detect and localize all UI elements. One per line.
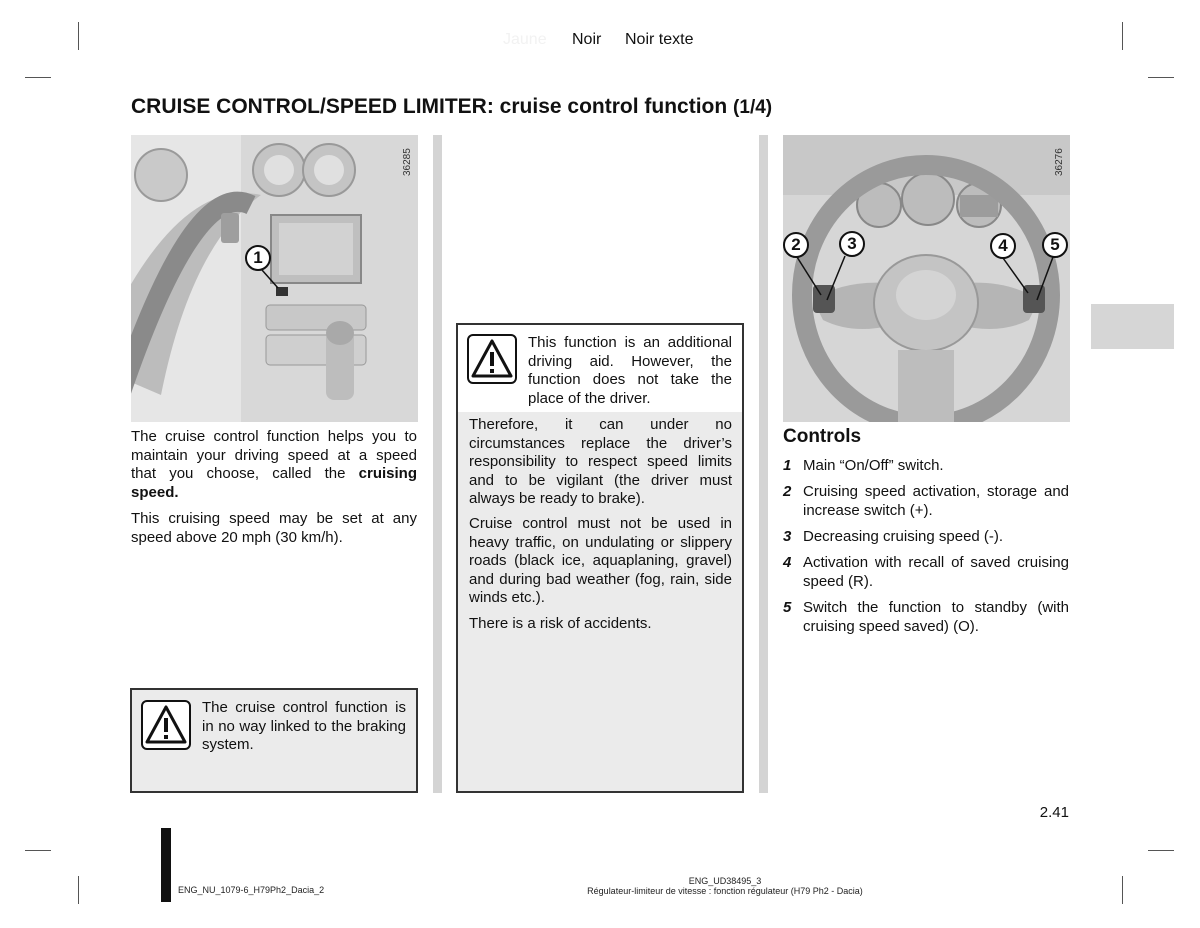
control-item [783, 528, 1069, 547]
crop-mark [1122, 22, 1123, 50]
control-text: Decreasing cruising speed (-). [803, 528, 1004, 545]
footer-black-bar [161, 828, 171, 902]
dashboard-photo [131, 135, 418, 422]
callout-leaders [783, 135, 1070, 422]
control-text: Activation with recall of saved cruising speed (R). [803, 554, 1069, 590]
control-number: 5 [783, 599, 792, 616]
callout-5: 5 [1042, 232, 1068, 258]
footer-center-code: ENG_UD38495_3 [688, 876, 762, 886]
control-number: 1 [783, 457, 792, 474]
crop-mark [25, 77, 51, 78]
control-number: 4 [783, 554, 792, 571]
control-text: Cruising speed activation, storage and increase switch (+). [803, 483, 1069, 519]
warning-triangle-icon [467, 334, 517, 384]
footer-center [580, 876, 870, 896]
callout-1-leader [131, 135, 418, 422]
chapter-tab [1091, 304, 1174, 349]
braking-warning-box [130, 688, 418, 793]
control-item [783, 483, 1069, 520]
braking-warning-text: The cruise control function is in no way linked to the braking system. [202, 699, 406, 753]
callout-1: 1 [245, 245, 271, 271]
warning-triangle-icon [141, 700, 191, 750]
crop-mark [1122, 876, 1123, 904]
callout-4: 4 [990, 233, 1016, 259]
footer-left-code: ENG_NU_1079-6_H79Ph2_Dacia_2 [178, 885, 325, 895]
crop-mark [1148, 850, 1174, 851]
steering-wheel-photo [783, 135, 1070, 422]
image-ref-left: 36285 [402, 148, 413, 176]
control-item [783, 457, 1069, 476]
page-title-main: CRUISE CONTROL/SPEED LIMITER: cruise control function [131, 95, 728, 118]
cruising-speed-term: cruising speed. [131, 465, 417, 501]
control-number: 3 [783, 528, 792, 545]
page-title-fraction: (1/4) [733, 97, 773, 118]
column-divider [433, 135, 442, 793]
controls-heading: Controls [783, 426, 862, 447]
footer-center-title: Régulateur-limiteur de vitesse : fonction régulateur (H79 Ph2 - Dacia) [587, 886, 863, 896]
color-label-jaune: Jaune [503, 31, 547, 48]
road-conditions-paragraph: Cruise control must not be used in heavy traffic, on undulating or slippery roads (black ice, aquaplaning, gravel) and during bad weather (fog, rain, side winds etc.). [469, 515, 732, 606]
color-label-noir: Noir [572, 31, 602, 48]
callout-2: 2 [783, 232, 809, 258]
control-item [783, 554, 1069, 591]
accident-risk-paragraph: There is a risk of accidents. [469, 615, 652, 632]
intro-paragraph [131, 428, 417, 502]
crop-mark [25, 850, 51, 851]
crop-mark [1148, 77, 1174, 78]
crop-mark [78, 876, 79, 904]
color-label-noir-texte: Noir texte [625, 31, 694, 48]
responsibility-paragraph: Therefore, it can under no circumstances replace the driver’s responsibility to respect speed limits and to be vigilant (the driver must always be ready to brake). [469, 416, 732, 507]
control-item [783, 599, 1069, 636]
crop-mark [78, 22, 79, 50]
control-text: Switch the function to standby (with cruising speed saved) (O). [803, 599, 1069, 635]
callout-3: 3 [839, 231, 865, 257]
page-number: 2.41 [1039, 804, 1069, 821]
speed-paragraph: This cruising speed may be set at any speed above 20 mph (30 km/h). [131, 510, 417, 546]
page-title [131, 95, 772, 119]
control-number: 2 [783, 483, 792, 500]
driving-aid-warning-text: This function is an additional driving aid. However, the function does not take the place of the driver. [528, 334, 732, 407]
control-text: Main “On/Off” switch. [803, 457, 944, 474]
column-divider [759, 135, 768, 793]
intro-text: The cruise control function helps you to maintain your driving speed at a speed that you choose, called the [131, 428, 417, 482]
driving-aid-warning-box [456, 323, 744, 793]
image-ref-right: 36276 [1054, 148, 1065, 176]
